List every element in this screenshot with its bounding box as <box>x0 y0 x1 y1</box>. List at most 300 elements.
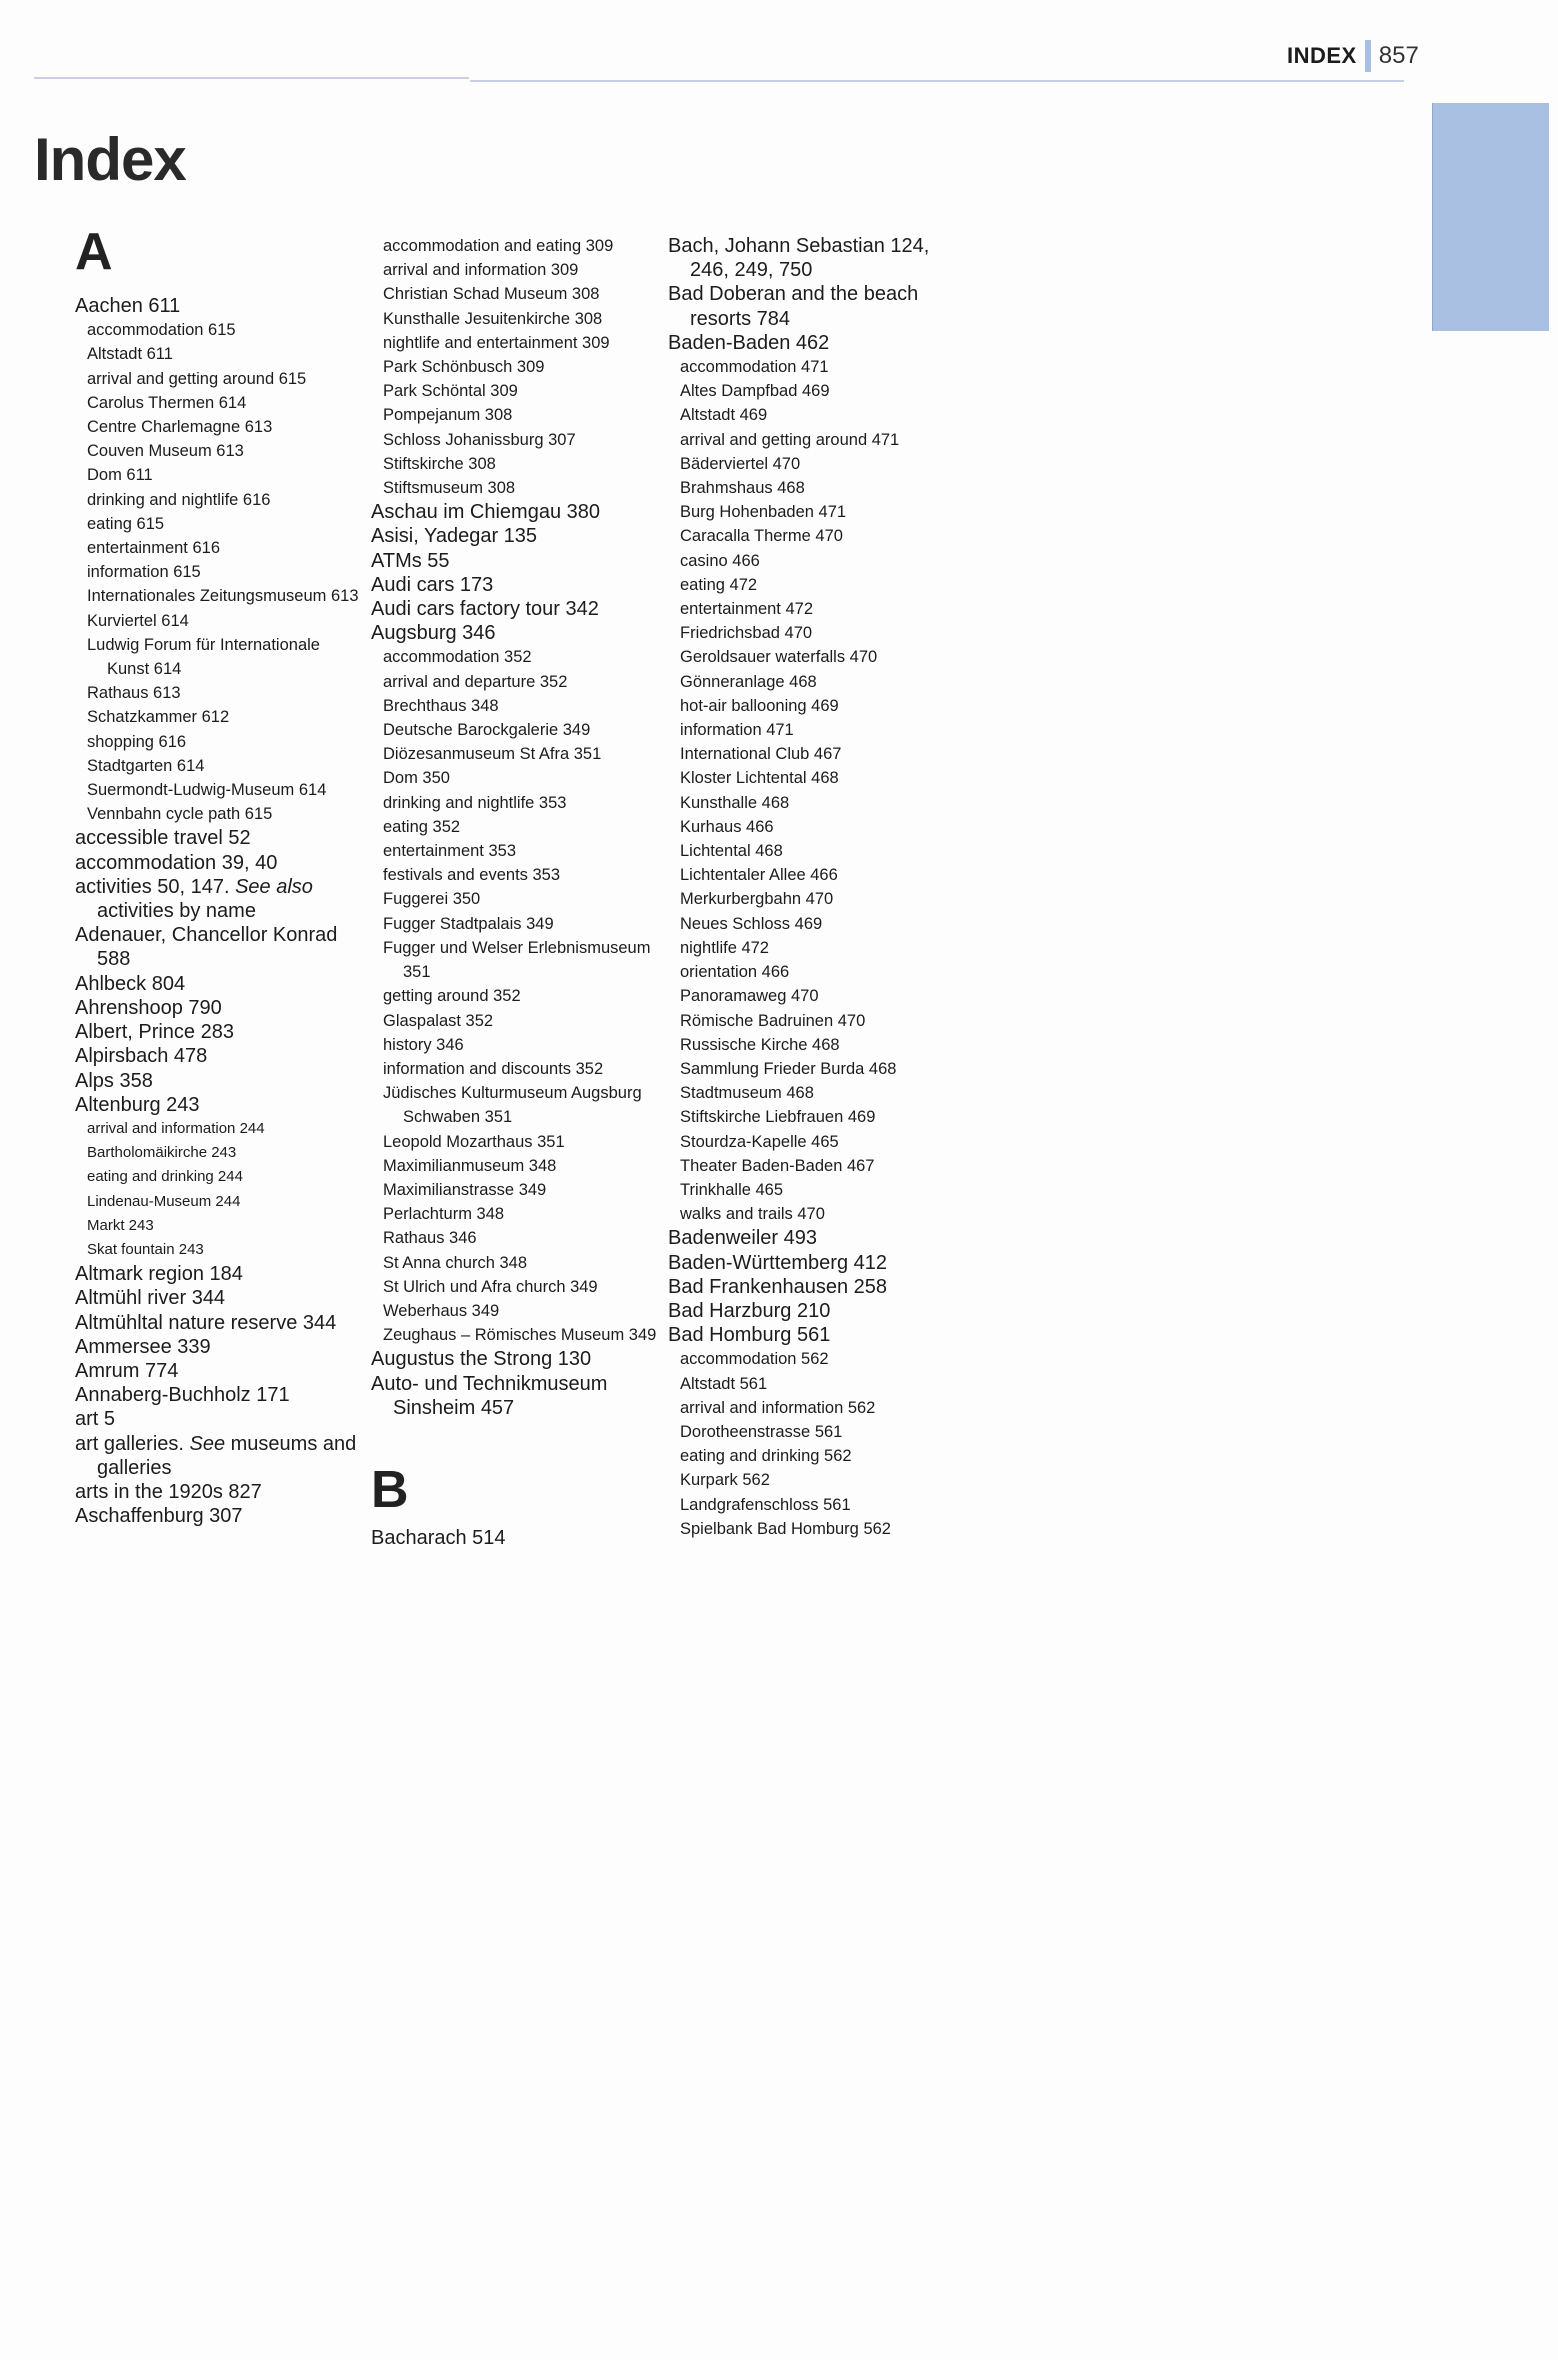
entry-text: Suermondt-Ludwig-Museum 614 <box>87 781 327 800</box>
entry-text: drinking and nightlife 353 <box>383 793 567 812</box>
entry-text: Fugger und Welser Erlebnismuseum 351 <box>383 938 651 982</box>
entry-text: Sammlung Frieder Burda 468 <box>680 1059 897 1078</box>
entry-text: Kurhaus 466 <box>680 817 774 836</box>
entry-text: entertainment 616 <box>87 539 221 558</box>
entry-text: Dorotheenstrasse 561 <box>680 1422 843 1441</box>
index-subentry <box>668 1178 943 1202</box>
entry-text: Markt 243 <box>87 1216 154 1234</box>
index-subentry <box>668 1081 943 1105</box>
index-subentry <box>75 512 365 536</box>
index-subentry <box>668 791 943 815</box>
index-subentry <box>668 1517 943 1541</box>
entry-text: Altstadt 469 <box>680 406 768 425</box>
cross-reference-label: See <box>189 1432 226 1455</box>
entry-text: Brechthaus 348 <box>383 696 499 715</box>
entry-text: Stourdza-Kapelle 465 <box>680 1132 839 1151</box>
entry-text: Bad Frankenhausen 258 <box>668 1275 888 1298</box>
entry-text: International Club 467 <box>680 745 842 764</box>
entry-text: eating and drinking 562 <box>680 1447 852 1466</box>
entry-text: nightlife and entertainment 309 <box>383 333 610 352</box>
index-subentry <box>371 476 663 500</box>
entry-text: Stiftskirche Liebfrauen 469 <box>680 1108 876 1127</box>
index-subentry <box>371 1130 663 1154</box>
entry-text: Annaberg-Buchholz 171 <box>75 1384 290 1407</box>
index-subentry <box>668 1009 943 1033</box>
index-subentry <box>668 428 943 452</box>
entry-text: Diözesanmuseum St Afra 351 <box>383 745 602 764</box>
entry-text: Badenweiler 493 <box>668 1227 817 1250</box>
index-subentry <box>668 984 943 1008</box>
entry-text: Weberhaus 349 <box>383 1301 500 1320</box>
index-entry <box>668 1226 943 1250</box>
entry-text: Neues Schloss 469 <box>680 914 823 933</box>
entry-text: entertainment 353 <box>383 842 517 861</box>
index-subentry <box>371 791 663 815</box>
index-subentry <box>668 1033 943 1057</box>
page-title: Index <box>34 126 186 193</box>
index-subentry <box>668 524 943 548</box>
entry-text: Internationales Zeitungsmuseum 613 <box>87 587 359 606</box>
index-entry <box>371 549 663 573</box>
index-subentry <box>668 839 943 863</box>
entry-text: Bad Homburg 561 <box>668 1324 831 1347</box>
index-entry <box>75 1480 365 1504</box>
index-subentry <box>668 960 943 984</box>
entry-text: casino 466 <box>680 551 760 570</box>
entry-text: Kunsthalle 468 <box>680 793 790 812</box>
entry-text: ATMs 55 <box>371 549 450 572</box>
entry-text: Bad Harzburg 210 <box>668 1299 831 1322</box>
entry-text: history 346 <box>383 1035 464 1054</box>
entry-text: Perlachturm 348 <box>383 1205 505 1224</box>
letter-heading: A <box>75 223 113 281</box>
index-subentry <box>371 307 663 331</box>
index-entry <box>75 972 365 996</box>
entry-text: arrival and information 244 <box>87 1119 265 1137</box>
index-subentry <box>668 936 943 960</box>
cross-reference-target: activities by name <box>97 900 256 923</box>
index-subentry <box>668 476 943 500</box>
entry-text: Augsburg 346 <box>371 622 496 645</box>
entry-text: arts in the 1920s 827 <box>75 1480 262 1503</box>
entry-text: hot-air ballooning 469 <box>680 696 839 715</box>
index-subentry <box>668 766 943 790</box>
index-column-1 <box>75 222 365 1528</box>
entry-text: Aschau im Chiemgau 380 <box>371 501 601 524</box>
entry-text: Park Schöntal 309 <box>383 382 518 401</box>
index-entry <box>75 1286 365 1310</box>
entry-text: Altstadt 611 <box>87 345 173 364</box>
index-subentry <box>371 1323 663 1347</box>
index-entry <box>371 1526 663 1550</box>
entry-text: Adenauer, Chancellor Konrad 588 <box>75 924 338 971</box>
index-entry <box>668 1251 943 1275</box>
entry-text: arrival and information 562 <box>680 1398 876 1417</box>
index-subentry <box>668 1347 943 1371</box>
index-subentry <box>75 536 365 560</box>
entry-text: Kurpark 562 <box>680 1471 770 1490</box>
index-subentry <box>371 1202 663 1226</box>
index-subentry <box>668 1468 943 1492</box>
index-subentry <box>371 839 663 863</box>
entry-text: Altmühltal nature reserve 344 <box>75 1311 337 1334</box>
index-entry <box>75 1093 365 1117</box>
index-subentry <box>668 500 943 524</box>
entry-text: shopping 616 <box>87 732 187 751</box>
index-subentry <box>668 549 943 573</box>
index-subentry <box>371 403 663 427</box>
entry-text: Carolus Thermen 614 <box>87 393 247 412</box>
index-subentry <box>668 1202 943 1226</box>
index-subentry <box>75 318 365 342</box>
entry-text: Trinkhalle 465 <box>680 1180 784 1199</box>
entry-text: Gönneranlage 468 <box>680 672 817 691</box>
index-entry <box>371 1347 663 1371</box>
index-subentry <box>371 428 663 452</box>
entry-text: Audi cars factory tour 342 <box>371 598 599 621</box>
entry-text: Bartholomäikirche 243 <box>87 1144 237 1162</box>
index-entry <box>75 923 365 971</box>
entry-text: Altes Dampfbad 469 <box>680 382 830 401</box>
entry-text: art 5 <box>75 1408 116 1431</box>
index-subentry <box>371 1299 663 1323</box>
index-subentry <box>371 1226 663 1250</box>
entry-text: Aschaffenburg 307 <box>75 1505 243 1528</box>
entry-text: Kunsthalle Jesuitenkirche 308 <box>383 309 603 328</box>
index-subentry <box>75 463 365 487</box>
index-subentry <box>668 1130 943 1154</box>
entry-text: Couven Museum 613 <box>87 442 244 461</box>
entry-text: Stadtgarten 614 <box>87 756 205 775</box>
index-subentry <box>371 355 663 379</box>
entry-text: Rathaus 613 <box>87 684 181 703</box>
entry-text: Lichtental 468 <box>680 842 783 861</box>
entry-text: activities 50, 147. <box>75 875 236 898</box>
index-subentry <box>668 1493 943 1517</box>
entry-text: St Anna church 348 <box>383 1253 528 1272</box>
index-subentry <box>75 415 365 439</box>
entry-text: Glaspalast 352 <box>383 1011 494 1030</box>
index-entry <box>371 621 663 645</box>
index-subentry <box>371 742 663 766</box>
entry-text: Bach, Johann Sebastian 124, 246, 249, 750 <box>668 235 930 282</box>
index-entry <box>75 1069 365 1093</box>
index-subentry <box>668 718 943 742</box>
index-subentry <box>75 391 365 415</box>
index-subentry <box>371 1057 663 1081</box>
entry-text: accommodation and eating 309 <box>383 237 614 255</box>
index-entry <box>371 1372 663 1420</box>
index-entry <box>371 500 663 524</box>
index-subentry <box>75 1117 365 1141</box>
index-entry <box>75 1383 365 1407</box>
index-subentry <box>75 730 365 754</box>
entry-text: Christian Schad Museum 308 <box>383 285 600 304</box>
entry-text: Friedrichsbad 470 <box>680 624 813 643</box>
index-subentry <box>75 342 365 366</box>
entry-text: St Ulrich und Afra church 349 <box>383 1277 598 1296</box>
index-subentry <box>371 1154 663 1178</box>
entry-text: Baden-Württemberg 412 <box>668 1251 888 1274</box>
entry-text: Alpirsbach 478 <box>75 1045 208 1068</box>
entry-text: accommodation 615 <box>87 321 236 340</box>
entry-text: Fugger Stadtpalais 349 <box>383 914 554 933</box>
index-entry <box>75 1432 365 1480</box>
index-entry <box>75 1044 365 1068</box>
section-label: INDEX <box>1287 43 1357 68</box>
index-subentry <box>668 379 943 403</box>
index-entry <box>75 1311 365 1335</box>
entry-text: Leopold Mozarthaus 351 <box>383 1132 565 1151</box>
index-subentry <box>371 234 663 258</box>
entry-text: information and discounts 352 <box>383 1059 604 1078</box>
index-entry <box>75 1504 365 1528</box>
index-subentry <box>371 645 663 669</box>
entry-text: nightlife 472 <box>680 938 769 957</box>
entry-text: Lichtentaler Allee 466 <box>680 866 838 885</box>
entry-text: Lindenau-Museum 244 <box>87 1192 241 1210</box>
index-subentry <box>371 1251 663 1275</box>
entry-text: Spielbank Bad Homburg 562 <box>680 1519 891 1538</box>
index-subentry <box>371 766 663 790</box>
running-header <box>1287 40 1419 72</box>
entry-text: drinking and nightlife 616 <box>87 490 271 509</box>
index-entry <box>75 875 365 923</box>
index-column-3 <box>668 234 943 1541</box>
entry-text: accommodation 352 <box>383 648 532 667</box>
entry-text: arrival and departure 352 <box>383 672 568 691</box>
entry-text: Römische Badruinen 470 <box>680 1011 866 1030</box>
index-entry <box>75 1359 365 1383</box>
index-entry <box>75 826 365 850</box>
entry-text: Maximilianstrasse 349 <box>383 1180 547 1199</box>
index-subentry <box>668 1154 943 1178</box>
entry-text: eating 615 <box>87 514 165 533</box>
entry-text: Merkurbergbahn 470 <box>680 890 834 909</box>
index-subentry <box>668 1057 943 1081</box>
cross-reference-label: See also <box>235 875 313 898</box>
index-subentry <box>371 1178 663 1202</box>
index-entry <box>75 851 365 875</box>
page-number: 857 <box>1378 42 1419 69</box>
index-subentry <box>668 694 943 718</box>
index-entry <box>668 1323 943 1347</box>
index-subentry <box>668 1372 943 1396</box>
entry-text: Zeughaus – Römisches Museum 349 <box>383 1326 657 1345</box>
header-accent-bar <box>1365 40 1371 72</box>
entry-text: Altmühl river 344 <box>75 1287 226 1310</box>
entry-text: Schloss Johanissburg 307 <box>383 430 576 449</box>
entry-text: Altmark region 184 <box>75 1263 243 1286</box>
index-subentry <box>371 863 663 887</box>
entry-text: Ahrenshoop 790 <box>75 996 222 1019</box>
index-subentry <box>75 1141 365 1165</box>
index-subentry <box>668 1396 943 1420</box>
index-subentry <box>371 258 663 282</box>
entry-text: Bad Doberan and the beach resorts 784 <box>668 283 919 330</box>
index-subentry <box>75 802 365 826</box>
entry-text: Deutsche Barockgalerie 349 <box>383 721 591 740</box>
index-subentry <box>371 452 663 476</box>
index-subentry <box>75 584 365 608</box>
index-subentry <box>75 1190 365 1214</box>
index-subentry <box>668 887 943 911</box>
entry-text: Burg Hohenbaden 471 <box>680 503 847 522</box>
entry-text: festivals and events 353 <box>383 866 561 885</box>
index-entry <box>668 331 943 355</box>
index-subentry <box>668 742 943 766</box>
entry-text: Altstadt 561 <box>680 1374 768 1393</box>
index-subentry <box>668 573 943 597</box>
entry-text: Maximilianmuseum 348 <box>383 1156 557 1175</box>
entry-text: Geroldsauer waterfalls 470 <box>680 648 878 667</box>
entry-text: Fuggerei 350 <box>383 890 481 909</box>
entry-text: Ludwig Forum für Internationale Kunst 614 <box>87 635 320 679</box>
index-subentry <box>75 560 365 584</box>
index-subentry <box>668 670 943 694</box>
index-subentry <box>75 1214 365 1238</box>
index-subentry <box>371 887 663 911</box>
entry-text: Ammersee 339 <box>75 1335 211 1358</box>
entry-text: Brahmshaus 468 <box>680 479 805 498</box>
entry-text: Augustus the Strong 130 <box>371 1348 592 1371</box>
entry-text: Centre Charlemagne 613 <box>87 418 273 437</box>
index-entry <box>668 1275 943 1299</box>
index-subentry <box>668 645 943 669</box>
index-subentry <box>668 1420 943 1444</box>
header-rule <box>470 80 1404 82</box>
index-entry <box>668 282 943 330</box>
index-entry <box>75 1407 365 1431</box>
entry-text: Albert, Prince 283 <box>75 1021 234 1044</box>
entry-text: Alps 358 <box>75 1069 153 1092</box>
entry-text: Dom 611 <box>87 466 153 485</box>
entry-text: getting around 352 <box>383 987 521 1006</box>
index-subentry <box>75 367 365 391</box>
index-subentry <box>371 718 663 742</box>
index-subentry <box>668 1444 943 1468</box>
index-subentry <box>75 633 365 681</box>
index-column-2 <box>371 234 663 1550</box>
index-entry <box>75 1020 365 1044</box>
index-entry <box>75 1335 365 1359</box>
entry-text: Russische Kirche 468 <box>680 1035 840 1054</box>
index-subentry <box>371 379 663 403</box>
entry-text: Panoramaweg 470 <box>680 987 819 1006</box>
index-subentry <box>75 1165 365 1189</box>
entry-text: Asisi, Yadegar 135 <box>371 525 538 548</box>
index-entry <box>668 234 943 282</box>
index-subentry <box>371 984 663 1008</box>
index-entry <box>75 996 365 1020</box>
entry-text: Schatzkammer 612 <box>87 708 230 727</box>
index-subentry <box>668 815 943 839</box>
index-subentry <box>371 1275 663 1299</box>
index-entry <box>371 524 663 548</box>
index-subentry <box>668 621 943 645</box>
entry-text: Skat fountain 243 <box>87 1240 204 1258</box>
index-subentry <box>371 331 663 355</box>
entry-text: Auto- und Technikmuseum Sinsheim 457 <box>371 1372 608 1419</box>
cross-reference-target: museums and galleries <box>97 1432 357 1479</box>
entry-text: Amrum 774 <box>75 1359 179 1382</box>
entry-text: entertainment 472 <box>680 600 814 619</box>
entry-text: Kloster Lichtental 468 <box>680 769 839 788</box>
entry-text: Audi cars 173 <box>371 573 494 596</box>
index-subentry <box>75 488 365 512</box>
index-subentry <box>75 778 365 802</box>
index-subentry <box>75 681 365 705</box>
entry-text: Baden-Baden 462 <box>668 331 830 354</box>
index-subentry <box>371 670 663 694</box>
index-subentry <box>371 912 663 936</box>
header-rule <box>34 77 469 79</box>
entry-text: Stadtmuseum 468 <box>680 1084 814 1103</box>
index-entry <box>371 573 663 597</box>
index-subentry <box>668 403 943 427</box>
entry-text: accommodation 39, 40 <box>75 851 278 874</box>
index-subentry <box>371 1009 663 1033</box>
index-subentry <box>371 815 663 839</box>
index-subentry <box>668 597 943 621</box>
entry-text: Park Schönbusch 309 <box>383 358 545 377</box>
entry-text: Stiftskirche 308 <box>383 454 496 473</box>
entry-text: walks and trails 470 <box>680 1205 825 1224</box>
entry-text: Vennbahn cycle path 615 <box>87 805 273 824</box>
index-subentry <box>668 1105 943 1129</box>
entry-text: Stiftsmuseum 308 <box>383 479 516 498</box>
index-subentry <box>75 609 365 633</box>
entry-text: Caracalla Therme 470 <box>680 527 843 546</box>
index-subentry <box>75 1238 365 1262</box>
entry-text: eating 352 <box>383 817 461 836</box>
entry-text: Jüdisches Kulturmuseum Augsburg Schwaben 351 <box>383 1084 642 1127</box>
entry-text: arrival and getting around 471 <box>680 430 900 449</box>
entry-text: information 471 <box>680 721 794 740</box>
entry-text: accessible travel 52 <box>75 827 251 850</box>
entry-text: Theater Baden-Baden 467 <box>680 1156 875 1175</box>
entry-text: accommodation 471 <box>680 358 829 377</box>
entry-text: Pompejanum 308 <box>383 406 513 425</box>
thumb-index-tab <box>1432 103 1549 331</box>
index-subentry <box>371 282 663 306</box>
entry-text: art galleries. <box>75 1432 190 1455</box>
entry-text: Rathaus 346 <box>383 1229 477 1248</box>
entry-text: information 615 <box>87 563 201 582</box>
entry-text: eating and drinking 244 <box>87 1168 243 1186</box>
index-entry <box>371 597 663 621</box>
entry-text: Aachen 611 <box>75 295 181 317</box>
entry-text: orientation 466 <box>680 963 790 982</box>
index-subentry <box>371 1033 663 1057</box>
entry-text: Ahlbeck 804 <box>75 972 186 995</box>
index-subentry <box>668 355 943 379</box>
index-entry <box>75 294 365 318</box>
letter-heading: B <box>371 1460 409 1519</box>
index-subentry <box>75 439 365 463</box>
index-subentry <box>371 1081 663 1129</box>
entry-text: Landgrafenschloss 561 <box>680 1495 851 1514</box>
entry-text: Bäderviertel 470 <box>680 454 801 473</box>
index-entry <box>668 1299 943 1323</box>
entry-text: Dom 350 <box>383 769 450 788</box>
index-subentry <box>371 694 663 718</box>
index-entry <box>75 1262 365 1286</box>
entry-text: eating 472 <box>680 575 758 594</box>
index-subentry <box>668 863 943 887</box>
index-subentry <box>668 452 943 476</box>
entry-text: accommodation 562 <box>680 1350 829 1369</box>
